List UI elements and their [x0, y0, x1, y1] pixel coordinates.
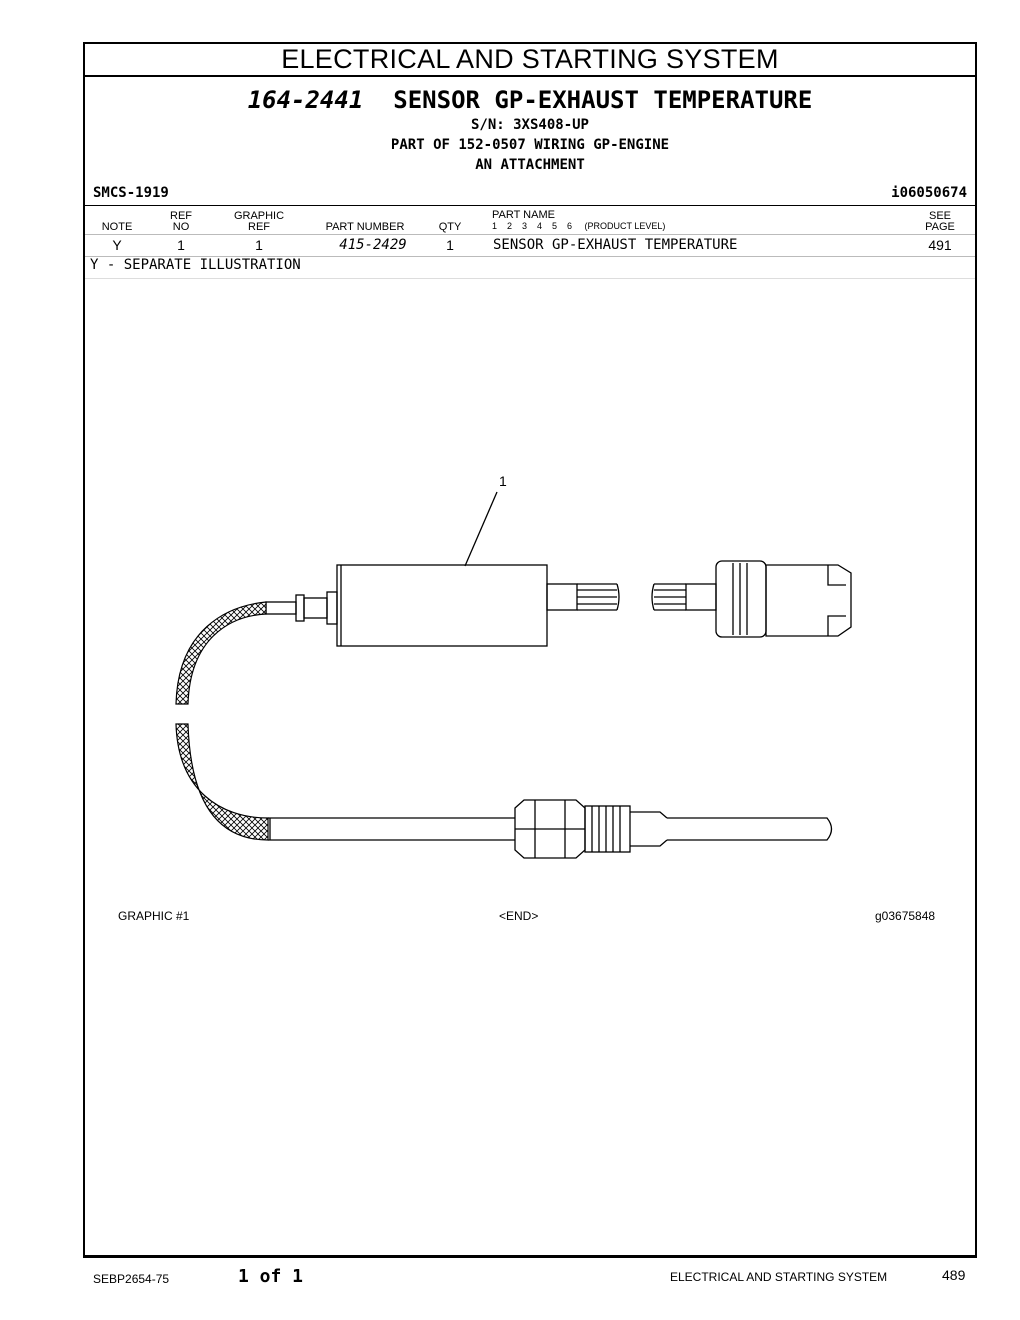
connector-shell [716, 561, 766, 637]
cell-part-number: 415-2429 [339, 237, 407, 253]
header-graphic-ref-bottom: REF [248, 221, 270, 233]
header-ref-no-top: REF [170, 210, 192, 222]
cell-graphic-ref: 1 [255, 237, 263, 253]
probe-tip [667, 818, 832, 840]
cell-ref-no: 1 [177, 237, 185, 253]
page-count: 1 of 1 [238, 1266, 304, 1287]
graphic-id: g03675848 [875, 909, 936, 923]
document-id: SEBP2654-75 [93, 1272, 170, 1286]
cell-qty: 1 [446, 237, 454, 253]
illustration-id: i06050674 [891, 185, 967, 201]
header-ref-no-bottom: NO [172, 221, 190, 233]
table-footnote: Y - SEPARATE ILLUSTRATION [90, 257, 301, 273]
braided-cable-upper [176, 602, 266, 704]
group-name: SENSOR GP-EXHAUST TEMPERATURE [393, 86, 813, 114]
callout-number: 1 [499, 473, 507, 489]
sensor-body [337, 565, 547, 646]
header-part-number: PART NUMBER [325, 221, 405, 233]
cell-note: Y [112, 237, 122, 253]
header-product-levels: 1 2 3 4 5 6 (PRODUCT LEVEL) [492, 221, 666, 231]
serial-number: S/N: 3XS408-UP [470, 117, 589, 133]
header-qty: QTY [438, 221, 462, 233]
end-label: <END> [499, 909, 539, 923]
header-see-page-top: SEE [928, 210, 951, 222]
group-number: 164-2441 [247, 86, 364, 114]
sensor-drawing [266, 492, 851, 858]
section-title: ELECTRICAL AND STARTING SYSTEM [281, 44, 779, 74]
braided-cable-lower [176, 724, 268, 840]
header-note: NOTE [101, 221, 133, 233]
header-graphic-ref-top: GRAPHIC [233, 210, 285, 222]
callout-leader-line [465, 492, 497, 566]
cell-part-name: SENSOR GP-EXHAUST TEMPERATURE [493, 237, 738, 253]
attachment-line: AN ATTACHMENT [475, 157, 585, 173]
page-number: 489 [942, 1267, 966, 1283]
header-see-page-bottom: PAGE [925, 221, 955, 233]
header-part-name: PART NAME [492, 209, 555, 221]
cell-see-page: 491 [928, 237, 952, 253]
footer-section-title: ELECTRICAL AND STARTING SYSTEM [670, 1270, 888, 1284]
graphic-label: GRAPHIC #1 [118, 909, 190, 923]
smcs-code: SMCS-1919 [93, 185, 169, 201]
part-of-line: PART OF 152-0507 WIRING GP-ENGINE [390, 137, 670, 153]
probe-cable [268, 818, 515, 840]
